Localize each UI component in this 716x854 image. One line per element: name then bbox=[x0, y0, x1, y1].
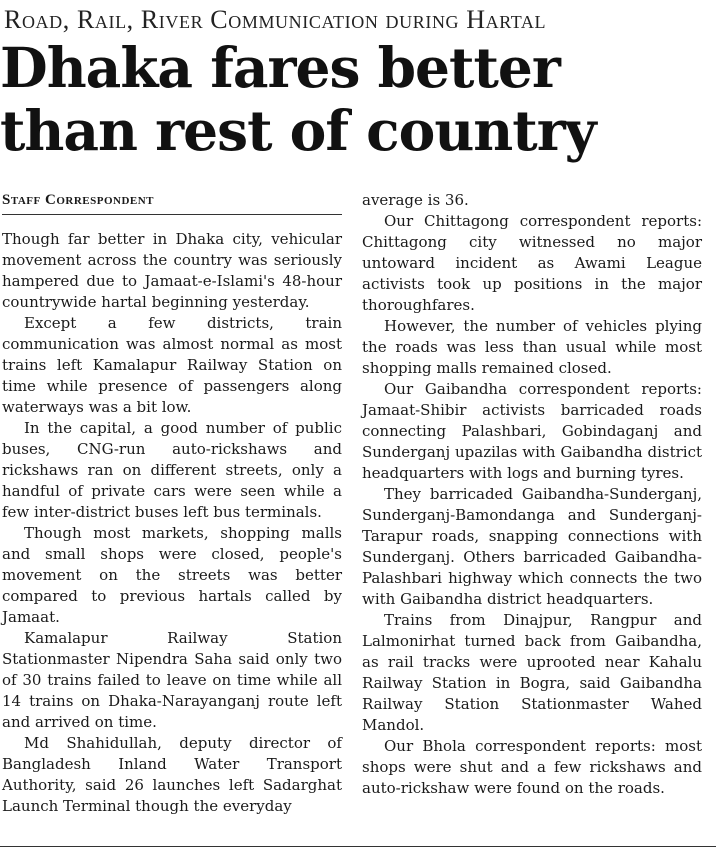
paragraph: Md Shahidullah, deputy director of Bangladesh Inland Water Transport Authority, said 26 launches left Sadarghat Launch Terminal though the everyday bbox=[2, 734, 342, 815]
paragraph: They barricaded Gaibandha-Sunderganj, Sunderganj-Bamondanga and Sunderganj-Tarapur roads, snapping connections with Sunderganj. Others barricaded Gaibandha-Palashbari highway which connects the two with Gaibandha district headquarters. bbox=[362, 485, 702, 608]
paragraph: Our Bhola correspondent reports: most shops were shut and a few rickshaws and auto-rickshaw were found on the roads. bbox=[362, 737, 702, 797]
paragraph: However, the number of vehicles plying the roads was less than usual while most shopping malls remained closed. bbox=[362, 317, 702, 377]
paragraph: In the capital, a good number of public buses, CNG-run auto-rickshaws and rickshaws ran on different streets, only a handful of private cars were seen while a few inter-district buses left bus terminals. bbox=[2, 419, 342, 521]
paragraph: Though most markets, shopping malls and small shops were closed, people's movement on the streets was better compared to previous hartals called by Jamaat. bbox=[2, 524, 342, 626]
paragraph: Except a few districts, train communication was almost normal as most trains left Kamalapur Railway Station on time while presence of passengers along waterways was a bit low. bbox=[2, 314, 342, 416]
left-column bbox=[2, 190, 342, 817]
byline: Staff Correspondent bbox=[2, 190, 342, 215]
headline: Dhaka fares better than rest of country bbox=[0, 35, 596, 163]
paragraph: Though far better in Dhaka city, vehicular movement across the country was seriously hampered due to Jamaat-e-Islami's 48-hour countrywide hartal beginning yesterday. bbox=[2, 230, 342, 311]
paragraph: Our Chittagong correspondent reports: Chittagong city witnessed no major untoward incident as Awami League activists took up positions in the major thoroughfares. bbox=[362, 212, 702, 314]
bottom-divider bbox=[0, 846, 716, 847]
paragraph: Kamalapur Railway Station Stationmaster Nipendra Saha said only two of 30 trains failed to leave on time while all 14 trains on Dhaka-Narayanganj route left and arrived on time. bbox=[2, 629, 342, 731]
kicker-line: Road, Rail, River Communication during Hartal bbox=[4, 5, 547, 34]
right-column bbox=[362, 190, 702, 799]
paragraph: Trains from Dinajpur, Rangpur and Lalmonirhat turned back from Gaibandha, as rail tracks were uprooted near Kahalu Railway Station in Bogra, said Gaibandha Railway Station Stationmaster Wahed Mandol. bbox=[362, 611, 702, 734]
paragraph: Our Gaibandha correspondent reports: Jamaat-Shibir activists barricaded roads connecting Palashbari, Gobindaganj and Sunderganj upazilas with Gaibandha district headquarters with logs and burning tyres. bbox=[362, 380, 702, 482]
paragraph: average is 36. bbox=[362, 191, 469, 209]
